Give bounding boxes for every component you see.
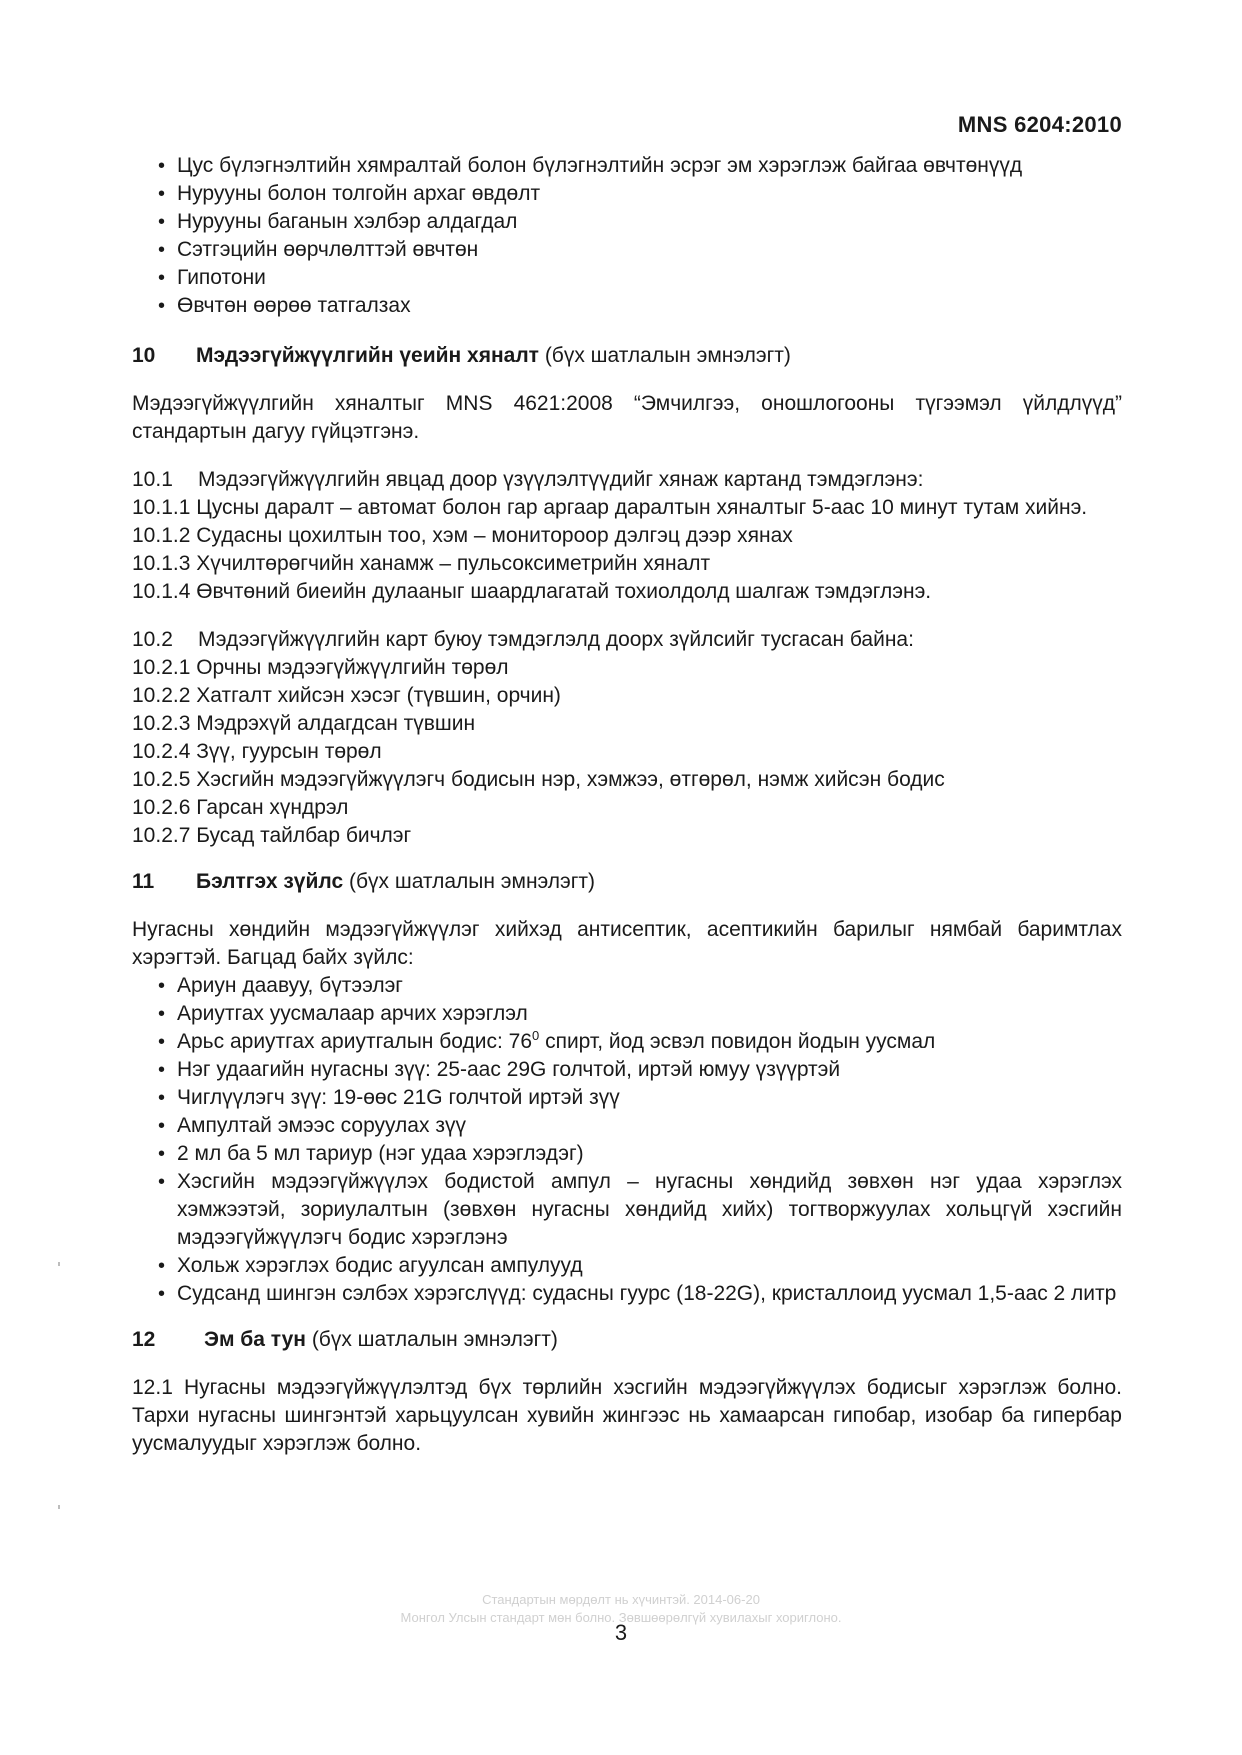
list-item: • Хольж хэрэглэх бодис агуулсан ампулууд: [132, 1252, 1122, 1280]
watermark-line-1: Стандартын мөрдөлт нь хүчинтэй. 2014-06-20: [482, 1592, 760, 1607]
list-item: 10.1.4 Өвчтөний биеийн дулааныг шаардлагатай тохиолдолд шалгаж тэмдэглэнэ.: [132, 580, 932, 603]
list-item: • Нэг удаагийн нугасны зүү: 25-аас 29G голчтой, иртэй юмуу үзүүртэй: [132, 1056, 1122, 1084]
subsection-number: 10.2: [132, 628, 173, 651]
section-number: 11: [132, 870, 155, 893]
section-title: Мэдээгүйжүүлгийн үеийн хяналт: [196, 344, 539, 367]
list-item: • Ампултай эмээс соруулах зүү: [132, 1112, 1122, 1140]
scan-edge-mark: [58, 1262, 60, 1266]
section-12-heading: [132, 1326, 1122, 1354]
subsection-10-1: [132, 466, 1122, 494]
list-item: 10.2.2 Хатгалт хийсэн хэсэг (түвшин, орчин): [132, 684, 561, 707]
list-item: • Гипотони: [132, 264, 1122, 292]
list-item: • Судсанд шингэн сэлбэх хэрэгслүүд: судасны гуурс (18-22G), кристаллоид уусмал 1,5-аас 2 литр: [132, 1280, 1122, 1308]
subsection-text: Мэдээгүйжүүлгийн явцад доор үзүүлэлтүүдийг хянаж картанд тэмдэглэнэ:: [198, 468, 924, 491]
section-scope: (бүх шатлалын эмнэлэгт): [349, 870, 596, 893]
section-10-heading: [132, 342, 1122, 370]
list-item: • Нурууны баганын хэлбэр алдагдал: [132, 208, 1122, 236]
list-item: 10.1.3 Хүчилтөрөгчийн ханамж – пульсоксиметрийн хяналт: [132, 552, 711, 575]
list-item: • Чиглүүлэгч зүү: 19-өөс 21G голчтой иртэй зүү: [132, 1084, 1122, 1112]
list-item: 10.1.1 Цусны даралт – автомат болон гар аргаар даралтын хяналтыг 5-аас 10 минут тутам хийнэ.: [132, 496, 1088, 519]
section-scope: (бүх шатлалын эмнэлэгт): [311, 1328, 558, 1351]
section-number: 12: [132, 1328, 156, 1351]
list-item: 10.2.7 Бусад тайлбар бичлэг: [132, 824, 412, 847]
list-item: 10.2.4 Зүү, гуурсын төрөл: [132, 740, 382, 763]
list-item: • Сэтгэцийн өөрчлөлттэй өвчтөн: [132, 236, 1122, 264]
list-item: • Цус бүлэгнэлтийн хямралтай болон бүлэгнэлтийн эсрэг эм хэрэглэж байгаа өвчтөнүүд: [132, 152, 1122, 180]
standard-code: MNS 6204:2010: [957, 112, 1122, 137]
supplies-list: [132, 972, 1122, 1308]
list-item: 10.2.6 Гарсан хүндрэл: [132, 796, 349, 819]
subsection-number: 10.1: [132, 468, 173, 491]
list-item: • Хэсгийн мэдээгүйжүүлэх бодистой ампул – нугасны хөндийд зөвхөн нэг удаа хэрэглэх хэмжээтэй, зориулалтын (зөвхөн нугасны хөндийд хийх) тогтворжуулах хольцгүй хэсгийн мэдээгүйжүүлэгч бодис хэрэглэнэ: [132, 1168, 1122, 1252]
subsection-10-2: [132, 626, 1122, 654]
section-10-intro: Мэдээгүйжүүлгийн хяналтыг MNS 4621:2008 “Эмчилгээ, оношлогооны түгээмэл үйлдлүүд” стандартын дагуу гүйцэтгэнэ.: [132, 392, 1122, 443]
list-item-text: Арьс ариутгах ариутгалын бодис: 76: [177, 1030, 533, 1053]
list-item: [132, 1028, 1122, 1056]
section-title: Эм ба тун: [204, 1328, 306, 1351]
list-item-text-rest: спирт, йод эсвэл повидон йодын уусмал: [539, 1030, 936, 1053]
list-item: • 2 мл ба 5 мл тариур (нэг удаа хэрэглэдэг): [132, 1140, 1122, 1168]
list-item: • Ариутгах уусмалаар арчих хэрэглэл: [132, 1000, 1122, 1028]
section-11-intro: Нугасны хөндийн мэдээгүйжүүлэг хийхэд антисептик, асептикийн барилыг нямбай баримтлах хэрэгтэй. Багцад байх зүйлс:: [132, 918, 1122, 969]
list-item: • Нурууны болон толгойн архаг өвдөлт: [132, 180, 1122, 208]
list-item: • Өвчтөн өөрөө татгалзах: [132, 292, 1122, 320]
subsection-text: Мэдээгүйжүүлгийн карт буюу тэмдэглэлд доорх зүйлсийг тусгасан байна:: [198, 628, 914, 651]
section-title: Бэлтгэх зүйлс: [196, 870, 344, 893]
page-content: [132, 152, 1122, 1458]
list-item: 10.1.2 Судасны цохилтын тоо, хэм – мониторoор дэлгэц дээр хянах: [132, 524, 793, 547]
list-item: 10.2.1 Орчны мэдээгүйжүүлгийн төрөл: [132, 656, 509, 679]
list-item: • Ариун даавуу, бүтээлэг: [132, 972, 1122, 1000]
section-12-paragraph: 12.1 Нугасны мэдээгүйжүүлэлтэд бүх төрлийн хэсгийн мэдээгүйжүүлэх бодисыг хэрэглэж болно. Тархи нугасны шингэнтэй харьцуулсан хувийн жингээс нь хамаарсан гипобар, изобар ба гипербар уусмалуудыг хэрэглэж болно.: [132, 1376, 1122, 1455]
page-number: 3: [614, 1620, 628, 1645]
degree-superscript: 0: [532, 1028, 540, 1043]
section-11-heading: [132, 868, 1122, 896]
list-item: 10.2.3 Мэдрэхүй алдагдсан түвшин: [132, 712, 476, 735]
list-item: 10.2.5 Хэсгийн мэдээгүйжүүлэгч бодисын нэр, хэмжээ, өтгөрөл, нэмж хийсэн бодис: [132, 768, 945, 791]
section-scope: (бүх шатлалын эмнэлэгт): [544, 344, 791, 367]
section-number: 10: [132, 344, 156, 367]
contraindication-list: [132, 152, 1122, 320]
watermark-line-2: Монгол Улсын стандарт мөн болно. Зөвшөөрөлгүй хувилахыг хориглоно.: [400, 1610, 842, 1625]
scan-edge-mark: [58, 1505, 60, 1509]
